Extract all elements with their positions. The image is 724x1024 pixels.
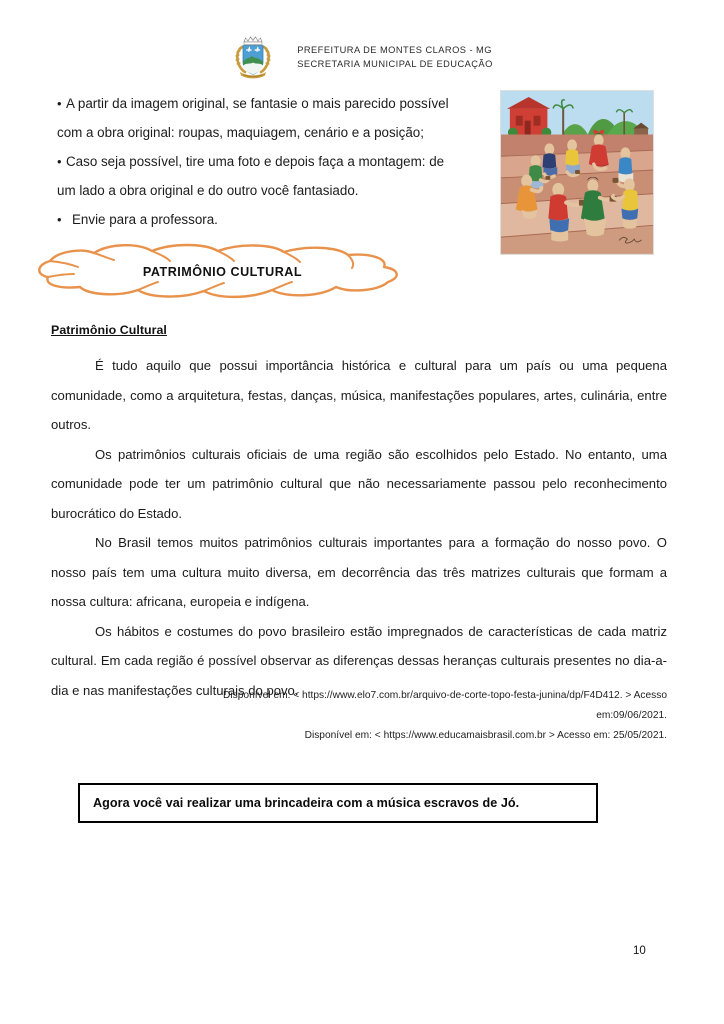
list-item: [57, 147, 487, 176]
cloud-callout: [32, 241, 407, 303]
list-item-continuation: [57, 118, 487, 147]
header-line-prefeitura: PREFEITURA DE MONTES CLAROS - MG: [297, 44, 492, 55]
source-line: Disponível em: < https://www.elo7.com.br/arquivo-de-corte-topo-festa-junina/dp/F4D412. > Acesso: [223, 690, 667, 701]
page-title: Patrimônio Cultural: [51, 323, 167, 337]
bullet-marker: •: [57, 96, 62, 111]
document-header: [0, 34, 724, 80]
list-item: [57, 205, 487, 234]
paragraph: É tudo aquilo que possui importância histórica e cultural para um país ou uma pequena comunidade, como a arquitetura, festas, danças, música, manifestações populares, artes, culinária, entre outros.: [51, 358, 667, 432]
paragraph: No Brasil temos muitos patrimônios culturais importantes para a formação do nosso povo. O nosso país tem uma cultura muito diversa, em decorrência das três matrizes culturais que formam a nossa cultura: africana, europeia e indígena.: [51, 535, 667, 609]
list-item: [57, 89, 487, 118]
bullet-marker: •: [57, 154, 62, 169]
list-item-text: com a obra original: roupas, maquiagem, cenário e a posição;: [57, 125, 424, 140]
list-item-text: Caso seja possível, tire uma foto e depois faça a montagem: de: [66, 154, 445, 169]
article-body: [51, 323, 667, 705]
instruction-list: [57, 89, 487, 234]
task-callout-box: [78, 783, 598, 823]
header-line-secretaria: SECRETARIA MUNICIPAL DE EDUCAÇÃO: [297, 59, 493, 69]
children-playing-circle-image: [500, 90, 654, 255]
task-callout-text: Agora você vai realizar uma brincadeira com a música escravos de Jó.: [93, 796, 520, 810]
page-number: 10: [633, 945, 646, 957]
paragraph: Os hábitos e costumes do povo brasileiro estão impregnados de características de cada matriz cultural. Em cada região é possível observar as diferenças dessas heranças culturais presentes no dia-a-dia e nas manifestações culturais do povo.: [51, 623, 667, 698]
list-item-continuation: [57, 176, 487, 205]
header-title-block: [297, 43, 493, 72]
list-item-text: A partir da imagem original, se fantasie o mais parecido possível: [66, 96, 449, 111]
paragraph: Os patrimônios culturais oficiais de uma região são escolhidos pelo Estado. No entanto, uma comunidade pode ter um patrimônio cultural que não necessariamente passou pelo reconhecimento burocrático do Estado.: [51, 446, 667, 521]
source-references: [51, 686, 667, 746]
bullet-marker: •: [57, 212, 62, 227]
coat-of-arms-icon: [231, 34, 275, 80]
list-item-text: um lado a obra original e do outro você fantasiado.: [57, 183, 359, 198]
cloud-callout-label: PATRIMÔNIO CULTURAL: [142, 265, 303, 279]
source-line: em:09/06/2021.: [596, 710, 667, 721]
list-item-text: Envie para a professora.: [72, 212, 218, 227]
source-line: Disponível em: < https://www.educamaisbrasil.com.br > Acesso em: 25/05/2021.: [304, 730, 667, 741]
